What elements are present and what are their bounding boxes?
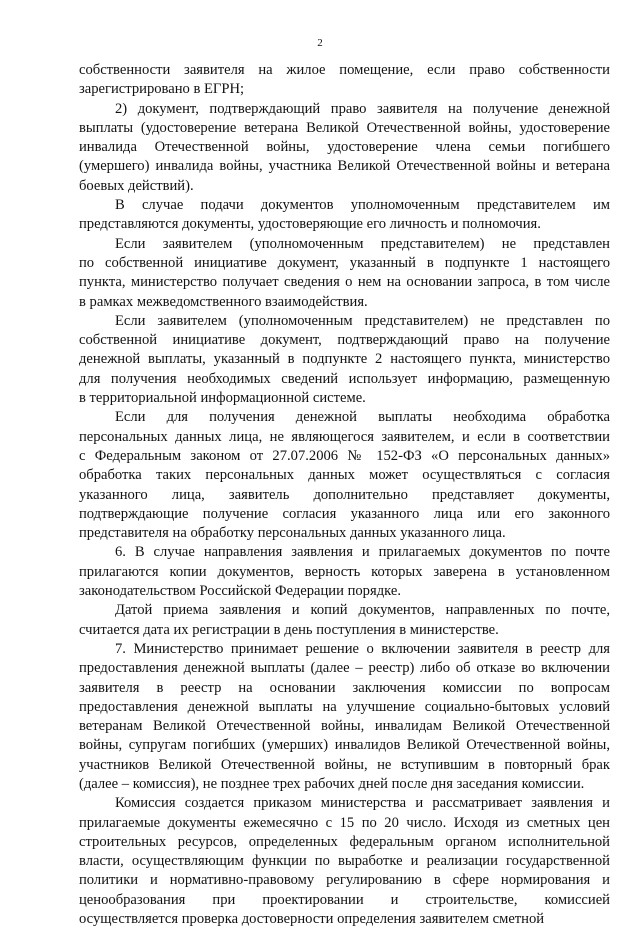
text-line: персональных данных лица, не являющегося заявителем, и если в соответствии: [79, 428, 610, 445]
text-line: Если заявителем (уполномоченным представителем) не представлен: [115, 235, 610, 252]
text-line: боевых действий).: [79, 177, 194, 194]
paragraph: [79, 235, 610, 312]
text-line: для получения необходимых сведений использует информацию, размещенную: [79, 370, 610, 387]
text-line: указанного лица, заявитель дополнительно представляет документы,: [79, 486, 610, 503]
text-line: представителя на обработку персональных данных указанного лица.: [79, 525, 506, 542]
text-line: Если заявителем (уполномоченным представителем) не представлен по: [115, 312, 610, 329]
text-line: выплаты (удостоверение ветерана Великой Отечественной войны, удостоверение: [79, 119, 610, 136]
text-line: пункта, министерство получает сведения о нем на основании запроса, в том числе: [79, 274, 610, 291]
paragraph: [79, 312, 610, 408]
text-line: войны, супругам погибших (умерших) инвалидов Великой Отечественной войны,: [79, 737, 610, 754]
text-line: предоставления денежной выплаты на улучшение социально-бытовых условий: [79, 698, 610, 715]
text-line: Комиссия создается приказом министерства и рассматривает заявления и: [115, 795, 610, 812]
text-line: (умершего) инвалида войны, участника Великой Отечественной войны и ветерана: [79, 158, 610, 175]
paragraph: [79, 601, 610, 640]
text-line: в территориальной информационной системе.: [79, 390, 366, 407]
text-line: ветеранам Великой Отечественной войны, инвалидам Великой Отечественной: [79, 718, 610, 735]
text-line: инвалида Отечественной войны, удостоверение члена семьи погибшего: [79, 139, 610, 156]
text-line: считается дата их регистрации в день поступления в министерстве.: [79, 621, 499, 638]
text-line: ценообразования при проектировании и строительстве, комиссией: [79, 891, 610, 908]
text-line: в рамках межведомственного взаимодействия.: [79, 293, 368, 310]
text-line: 2) документ, подтверждающий право заявителя на получение денежной: [115, 100, 610, 117]
text-line: подтверждающие получение согласия указанного лица или его законного: [79, 505, 610, 522]
paragraph: [79, 543, 610, 601]
paragraph: [79, 196, 610, 235]
text-line: участников Великой Отечественной войны, не вступившим в повторный брак: [79, 756, 610, 773]
text-line: Датой приема заявления и копий документов, направленных по почте,: [115, 602, 610, 619]
text-line: предоставления денежной выплаты (далее – реестр) либо об отказе во включении: [79, 660, 610, 677]
text-line: прилагаемые документы ежемесячно с 15 по 20 число. Исходя из сметных цен: [79, 814, 610, 831]
text-line: заявителя в реестр на основании заключения комиссии по вопросам: [79, 679, 610, 696]
text-line: власти, осуществляющим функции по выработке и реализации государственной: [79, 853, 610, 870]
paragraph: [79, 100, 610, 196]
text-line: В случае подачи документов уполномоченным представителем им: [115, 197, 610, 214]
paragraph: [79, 408, 610, 543]
text-line: прилагаются копии документов, верность которых заверена в установленном: [79, 563, 610, 580]
document-body: [79, 61, 610, 929]
text-line: представляются документы, удостоверяющие его личность и полномочия.: [79, 216, 541, 233]
paragraph: [79, 61, 610, 100]
paragraph: [79, 794, 610, 929]
text-line: по собственной инициативе документ, указанный в подпункте 1 настоящего: [79, 254, 610, 271]
text-line: Если для получения денежной выплаты необходима обработка: [115, 409, 610, 426]
text-line: зарегистрировано в ЕГРН;: [79, 81, 245, 98]
text-line: строительных ресурсов, определенных федеральным органом исполнительной: [79, 833, 610, 850]
text-line: с Федеральным законом от 27.07.2006 № 152-ФЗ «О персональных данных»: [79, 447, 610, 464]
text-line: политики и нормативно-правовому регулированию в сфере нормирования и: [79, 872, 610, 889]
text-line: (далее – комиссия), не позднее трех рабочих дней после дня заседания комиссии.: [79, 775, 585, 792]
text-line: 7. Министерство принимает решение о включении заявителя в реестр для: [115, 640, 610, 657]
text-line: 6. В случае направления заявления и прилагаемых документов по почте: [115, 544, 610, 561]
text-line: осуществляется проверка достоверности определения заявителем сметной: [79, 911, 545, 928]
text-line: денежной выплаты, указанный в подпункте 2 настоящего пункта, министерство: [79, 351, 610, 368]
text-line: собственности заявителя на жилое помещение, если право собственности: [79, 62, 610, 78]
paragraph: [79, 640, 610, 794]
text-line: законодательством Российской Федерации порядке.: [79, 583, 401, 600]
page-number: 2: [317, 37, 323, 49]
text-line: обработка таких персональных данных может осуществляться с согласия: [79, 467, 610, 484]
text-line: собственной инициативе документ, подтверждающий право на получение: [79, 332, 610, 349]
